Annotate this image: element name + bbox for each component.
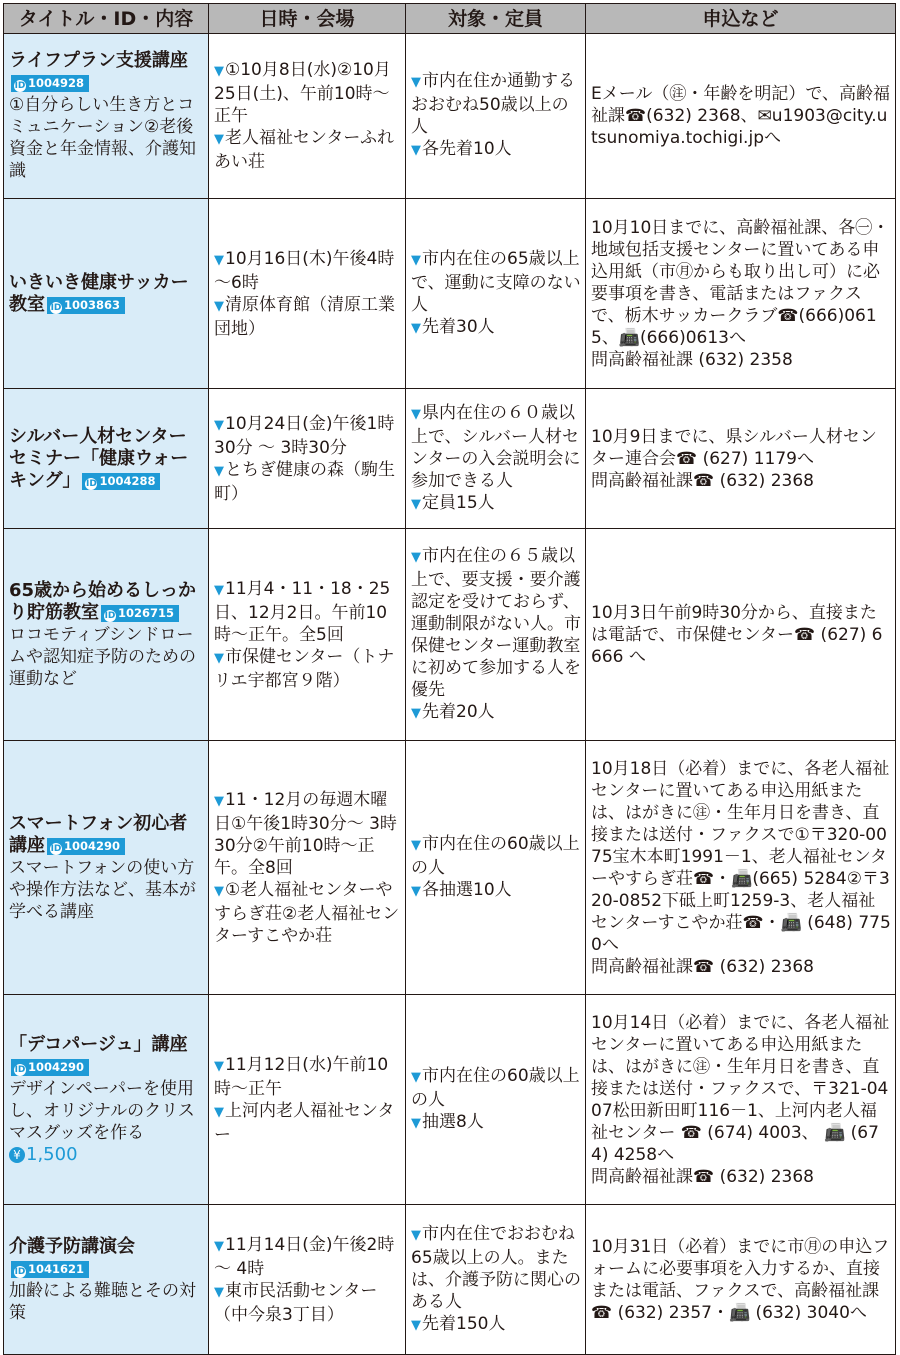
id-number: 1004290 — [28, 1059, 85, 1074]
bullet-triangle-icon: ▼ — [411, 1069, 421, 1085]
datetime-item-text: 市保健センター（トナリエ宇都宮９階） — [214, 646, 395, 691]
target-item-text: 先着30人 — [422, 316, 495, 337]
title-cell — [4, 389, 209, 529]
header-title: タイトル・ID・内容 — [4, 4, 209, 34]
id-badge — [11, 1261, 89, 1278]
id-badge — [11, 75, 89, 92]
id-icon: ID — [14, 81, 26, 91]
id-icon: ID — [50, 302, 62, 313]
apply-cell — [586, 1205, 896, 1355]
apply-cell — [586, 34, 896, 199]
datetime-item-text: 清原体育館（清原工業団地） — [214, 294, 395, 339]
event-title: 「デコパージュ」講座 — [9, 1033, 188, 1055]
header-apply: 申込など — [586, 4, 896, 34]
target-item — [411, 138, 581, 162]
id-badge — [47, 297, 125, 314]
target-cell — [406, 389, 586, 529]
datetime-cell — [209, 529, 406, 741]
event-description: デザインペーパーを使用し、オリジナルのクリスマスグッズを作る — [9, 1078, 195, 1143]
target-item-text: 各抽選10人 — [422, 879, 512, 900]
target-item — [411, 316, 581, 340]
apply-item-text: 10月10日までに、高齢福祉課、各㊀・地域包括支援センターに置いてある申込用紙（市㊊からも取り出し可）に必要事項を書き、電話またはファクスで、栃木サッカークラブ☎(666)0615、📠(666)0613へ — [591, 217, 890, 348]
bullet-triangle-icon: ▼ — [411, 1317, 421, 1333]
bullet-triangle-icon: ▼ — [411, 1115, 421, 1131]
event-title: シルバー人材センターセミナー「健康ウォーキング」 — [9, 425, 189, 491]
bullet-triangle-icon: ▼ — [214, 64, 224, 79]
datetime-cell — [209, 741, 406, 995]
apply-item — [591, 470, 891, 492]
header-datetime: 日時・会場 — [209, 4, 406, 34]
bullet-triangle-icon: ▼ — [214, 1284, 224, 1300]
apply-item — [591, 956, 891, 978]
bullet-triangle-icon: ▼ — [411, 496, 421, 512]
id-number: 1004290 — [64, 838, 121, 853]
datetime-item — [214, 1280, 401, 1326]
datetime-item-text: 11・12月の毎週木曜日①午後1時30分～ 3時30分②午前10時～正午。全8回 — [214, 789, 397, 878]
event-title: ライフプラン支援講座 — [9, 50, 188, 71]
bullet-triangle-icon: ▼ — [214, 1238, 224, 1254]
apply-item — [591, 426, 891, 470]
apply-item-text: 問高齢福祉課☎ (632) 2368 — [591, 956, 814, 977]
datetime-item — [214, 789, 401, 879]
table-row — [4, 529, 896, 741]
header-target: 対象・定員 — [406, 4, 586, 34]
datetime-item-text: 10月24日(金)午後1時30分 ～ 3時30分 — [214, 413, 395, 458]
apply-item — [591, 602, 891, 668]
title-cell — [4, 1205, 209, 1355]
event-description: ロコモティブシンドロームや認知症予防のための運動など — [9, 624, 196, 689]
apply-item-text: Eメール（㊟・年齢を明記）で、高齢福祉課☎(632) 2368、✉u1903@city.utsunomiya.tochigi.jpへ — [591, 84, 891, 148]
title-cell — [4, 34, 209, 199]
datetime-cell — [209, 1205, 406, 1355]
table-row — [4, 1205, 896, 1355]
bullet-triangle-icon: ▼ — [214, 650, 224, 666]
title-cell — [4, 529, 209, 741]
event-description: 加齢による難聴とその対策 — [9, 1280, 196, 1323]
event-title: 65歳から始めるしっかり貯筋教室 — [9, 579, 197, 623]
target-item-text: 先着20人 — [422, 701, 495, 722]
bullet-triangle-icon: ▼ — [411, 1227, 421, 1243]
id-badge — [47, 838, 125, 855]
apply-item — [591, 83, 891, 149]
target-cell — [406, 741, 586, 995]
bullet-triangle-icon: ▼ — [411, 75, 421, 90]
datetime-item — [214, 127, 401, 173]
id-icon: ID — [50, 843, 62, 854]
id-number: 1041621 — [28, 1261, 85, 1276]
target-item-text: 市内在住の60歳以上の人 — [411, 1065, 580, 1110]
datetime-item — [214, 248, 401, 294]
title-cell — [4, 199, 209, 389]
apply-item — [591, 1166, 891, 1188]
bullet-triangle-icon: ▼ — [411, 143, 421, 158]
table-row — [4, 741, 896, 995]
id-icon: ID — [104, 610, 116, 621]
apply-item-text: 問高齢福祉課☎ (632) 2368 — [591, 1166, 814, 1187]
table-row — [4, 34, 896, 199]
datetime-cell — [209, 199, 406, 389]
fee-amount: 1,500 — [26, 1143, 78, 1165]
title-cell — [4, 995, 209, 1205]
datetime-item-text: 10月16日(木)午後4時～6時 — [214, 248, 395, 293]
event-table — [3, 3, 896, 1355]
title-cell — [4, 741, 209, 995]
datetime-item — [214, 646, 401, 692]
target-item — [411, 833, 581, 879]
bullet-triangle-icon: ▼ — [411, 837, 421, 853]
datetime-item — [214, 294, 401, 340]
target-cell — [406, 199, 586, 389]
datetime-cell — [209, 34, 406, 199]
target-cell — [406, 34, 586, 199]
apply-cell — [586, 995, 896, 1205]
datetime-item-text: ①老人福祉センターやすらぎ荘②老人福祉センターすこやか荘 — [214, 879, 400, 946]
datetime-item-text: 11月4・11・18・25日、12月2日。午前10時～正午。全5回 — [214, 578, 391, 645]
target-item — [411, 70, 581, 138]
id-number: 1004928 — [28, 76, 85, 90]
bullet-triangle-icon: ▼ — [411, 705, 421, 721]
target-item-text: 各先着10人 — [422, 139, 512, 159]
apply-item — [591, 1012, 891, 1166]
datetime-item-text: とちぎ健康の森（駒生町） — [214, 459, 395, 504]
bullet-triangle-icon: ▼ — [214, 298, 224, 314]
target-item — [411, 1223, 581, 1313]
target-item — [411, 402, 581, 492]
target-item — [411, 1313, 581, 1337]
event-title: いきいき健康サッカー教室 — [9, 271, 189, 315]
datetime-item-text: 上河内老人福祉センター — [214, 1100, 395, 1145]
datetime-item — [214, 1100, 401, 1146]
id-badge — [82, 473, 160, 490]
bullet-triangle-icon: ▼ — [411, 252, 421, 268]
bullet-triangle-icon: ▼ — [214, 463, 224, 479]
fee — [9, 1144, 204, 1166]
bullet-triangle-icon: ▼ — [214, 1058, 224, 1074]
id-number: 1026715 — [118, 605, 175, 620]
target-item-text: 市内在住か通勤するおおむね50歳以上の人 — [411, 71, 575, 137]
target-item-text: 市内在住の65歳以上で、運動に支障のない人 — [411, 248, 581, 315]
table-row — [4, 995, 896, 1205]
target-item — [411, 1111, 581, 1135]
target-cell — [406, 1205, 586, 1355]
target-item-text: 市内在住の60歳以上の人 — [411, 833, 580, 878]
target-item — [411, 879, 581, 903]
datetime-item — [214, 1234, 401, 1280]
id-badge — [11, 1059, 89, 1076]
apply-cell — [586, 741, 896, 995]
datetime-item-text: 11月12日(水)午前10時～正午 — [214, 1054, 389, 1099]
apply-item-text: 10月18日（必着）までに、各老人福祉センターに置いてある申込用紙または、はがきに㊟・生年月日を書き、直接または送付・ファクスで①〒320-0075宝木本町1991－1、老人福祉センターやすらぎ荘☎・📠(665) 5284②〒320-0852下砥上町1259-3、老人福祉センターすこやか荘☎・📠 (648) 7750へ — [591, 758, 891, 955]
target-item — [411, 248, 581, 316]
apply-item-text: 10月31日（必着）までに市㊊の申込フォームに必要事項を入力するか、直接または電話、ファクスで、高齢福祉課☎ (632) 2357・📠 (632) 3040へ — [591, 1236, 890, 1323]
target-item-text: 定員15人 — [422, 492, 495, 513]
datetime-item — [214, 1054, 401, 1100]
bullet-triangle-icon: ▼ — [214, 417, 224, 433]
event-title: スマートフォン初心者講座 — [9, 812, 188, 856]
yen-icon: ¥ — [9, 1147, 25, 1163]
target-item — [411, 492, 581, 516]
datetime-item — [214, 459, 401, 505]
apply-item-text: 10月9日までに、県シルバー人材センター連合会☎ (627) 1179へ — [591, 426, 877, 469]
apply-cell — [586, 389, 896, 529]
bullet-triangle-icon: ▼ — [214, 132, 224, 147]
datetime-item-text: 老人福祉センターふれあい荘 — [214, 128, 394, 172]
id-badge — [101, 605, 179, 622]
apply-item-text: 10月3日午前9時30分から、直接または電話で、市保健センター☎ (627) 6666 へ — [591, 602, 883, 667]
event-title: 介護予防講演会 — [9, 1235, 135, 1257]
table-header-row — [4, 4, 896, 34]
id-number: 1004288 — [99, 473, 156, 488]
bullet-triangle-icon: ▼ — [214, 1104, 224, 1120]
table-row — [4, 389, 896, 529]
apply-item-text: 問高齢福祉課☎ (632) 2368 — [591, 470, 814, 491]
apply-item — [591, 1236, 891, 1324]
datetime-item — [214, 413, 401, 459]
bullet-triangle-icon: ▼ — [214, 883, 224, 899]
apply-cell — [586, 199, 896, 389]
id-icon: ID — [14, 1064, 26, 1075]
bullet-triangle-icon: ▼ — [214, 582, 224, 598]
id-icon: ID — [14, 1266, 26, 1277]
bullet-triangle-icon: ▼ — [411, 549, 421, 565]
target-cell — [406, 529, 586, 741]
datetime-cell — [209, 389, 406, 529]
bullet-triangle-icon: ▼ — [214, 252, 224, 268]
datetime-item-text: 東市民活動センター（中今泉3丁目） — [214, 1280, 378, 1325]
target-item-text: 市内在住の６５歳以上で、要支援・要介護認定を受けておらず、運動制限がない人。市保健センター運動教室に初めて参加する人を優先 — [411, 545, 581, 700]
datetime-item — [214, 578, 401, 646]
target-item — [411, 545, 581, 701]
bullet-triangle-icon: ▼ — [411, 883, 421, 899]
id-number: 1003863 — [64, 297, 121, 312]
target-item-text: 県内在住の６０歳以上で、シルバー人材センターの入会説明会に参加できる人 — [411, 402, 581, 491]
apply-cell — [586, 529, 896, 741]
bullet-triangle-icon: ▼ — [411, 406, 421, 422]
event-description: ①自分らしい生き方とコミュニケーション②老後資金と年金情報、介護知識 — [9, 95, 196, 181]
apply-item-text: 10月14日（必着）までに、各老人福祉センターに置いてある申込用紙または、はがきに㊟・生年月日を書き、直接または送付・ファクスで、〒321-0407松田新田町116－1、上河内老人福祉センター ☎ (674) 4003、 📠 (674) 4258へ — [591, 1012, 890, 1165]
bullet-triangle-icon: ▼ — [214, 793, 224, 809]
datetime-item-text: 11月14日(金)午後2時～ 4時 — [214, 1234, 395, 1279]
target-item-text: 市内在住でおおむね65歳以上の人。または、介護予防に関心のある人 — [411, 1223, 581, 1312]
target-item — [411, 1065, 581, 1111]
apply-item — [591, 349, 891, 371]
target-cell — [406, 995, 586, 1205]
target-item — [411, 701, 581, 725]
id-icon: ID — [86, 478, 97, 489]
target-item-text: 先着150人 — [422, 1313, 506, 1334]
apply-item — [591, 758, 891, 956]
target-item-text: 抽選8人 — [422, 1111, 484, 1132]
table-body — [4, 34, 896, 1355]
datetime-item-text: ①10月8日(水)②10月25日(土)、午前10時～正午 — [214, 60, 391, 126]
datetime-item — [214, 879, 401, 947]
datetime-cell — [209, 995, 406, 1205]
event-description: スマートフォンの使い方や操作方法など、基本が学べる講座 — [9, 857, 196, 922]
bullet-triangle-icon: ▼ — [411, 320, 421, 336]
apply-item-text: 問高齢福祉課 (632) 2358 — [591, 349, 793, 370]
apply-item — [591, 217, 891, 349]
datetime-item — [214, 59, 401, 127]
table-row — [4, 199, 896, 389]
